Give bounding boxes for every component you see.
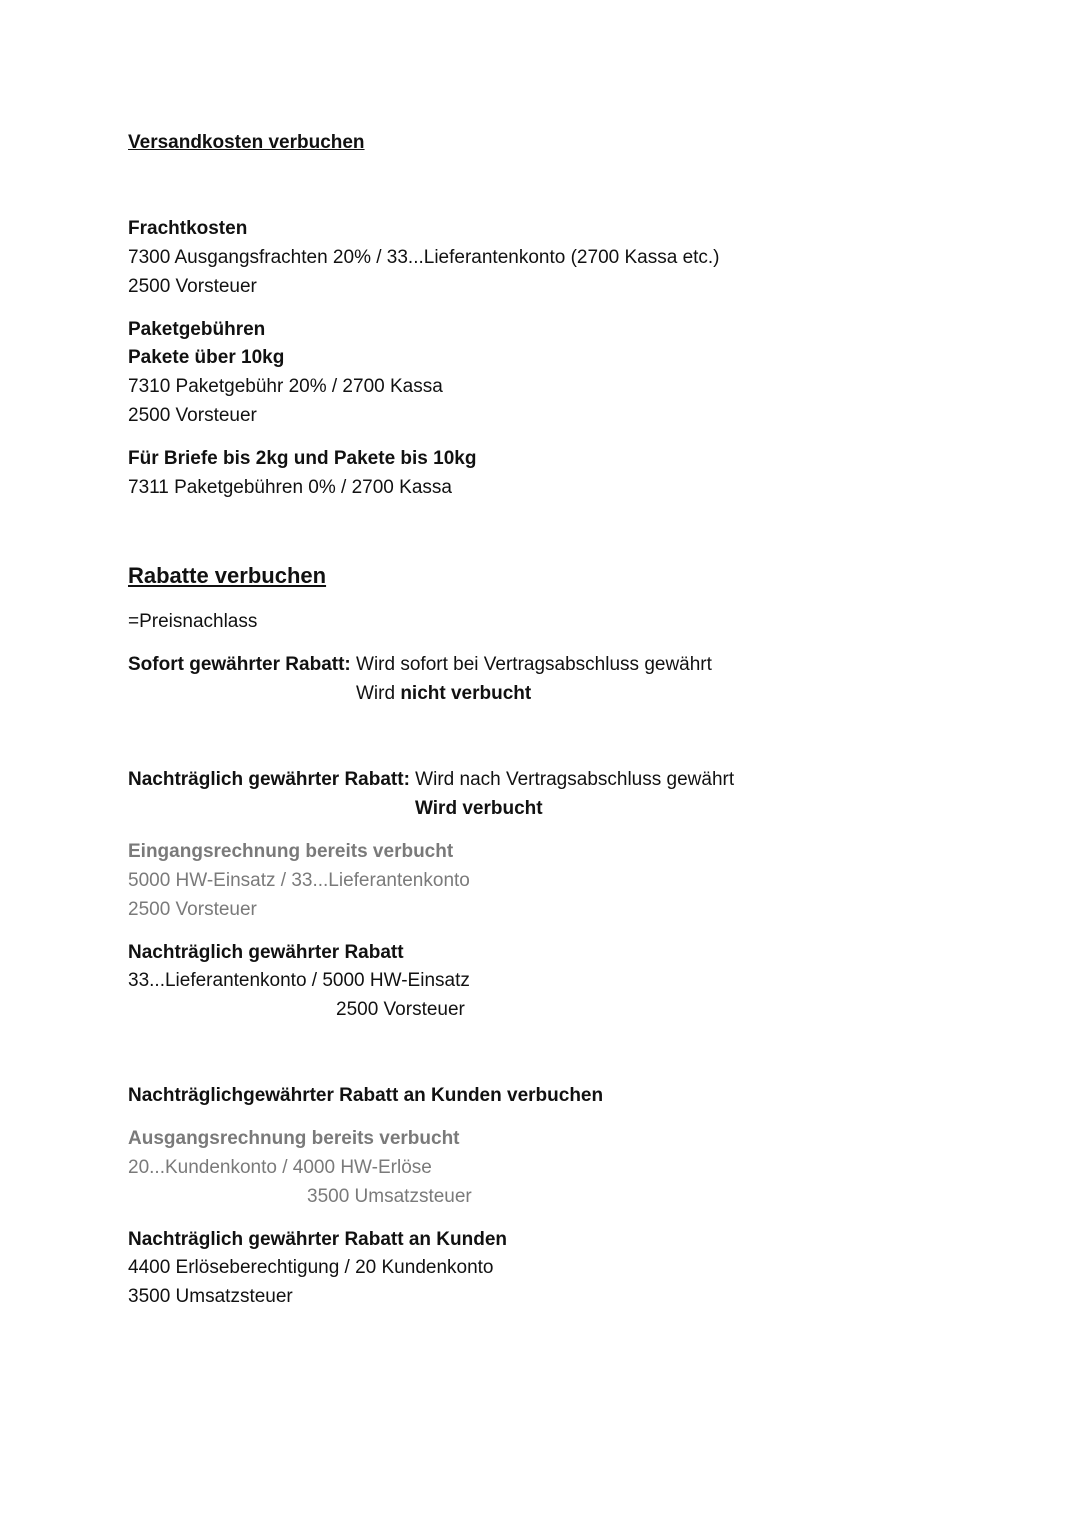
eingangsrechnung-line-2: 2500 Vorsteuer (128, 899, 257, 920)
rabatte-definition: =Preisnachlass (128, 611, 258, 632)
eingangsrechnung-heading: Eingangsrechnung bereits verbucht (128, 841, 454, 862)
sofort-rabatt-label: Sofort gewährter Rabatt: (128, 654, 351, 675)
rabatt-lieferant-heading: Nachträglich gewährter Rabatt (128, 942, 404, 963)
paketgebuehren-line-2: 2500 Vorsteuer (128, 405, 257, 426)
rabatt-lieferant-line-2: 2500 Vorsteuer (336, 999, 465, 1020)
briefe-line-1: 7311 Paketgebühren 0% / 2700 Kassa (128, 477, 452, 498)
nachtraeglich-rabatt-label: Nachträglich gewährter Rabatt: (128, 769, 410, 790)
page-title: Versandkosten verbuchen (128, 132, 365, 153)
briefe-heading: Für Briefe bis 2kg und Pakete bis 10kg (128, 448, 477, 469)
kunden-rabatt-title: Nachträglichgewährter Rabatt an Kunden verbuchen (128, 1085, 604, 1106)
eingangsrechnung-line-1: 5000 HW-Einsatz / 33...Lieferantenkonto (128, 870, 470, 891)
sofort-rabatt-note (356, 682, 531, 706)
ausgangsrechnung-line-2: 3500 Umsatzsteuer (307, 1186, 472, 1207)
rabatt-kunden-line-2: 3500 Umsatzsteuer (128, 1286, 293, 1307)
frachtkosten-heading: Frachtkosten (128, 218, 248, 239)
frachtkosten-line-1: 7300 Ausgangsfrachten 20% / 33...Lieferantenkonto (2700 Kassa etc.) (128, 247, 720, 268)
sofort-rabatt-text: Wird sofort bei Vertragsabschluss gewährt (350, 654, 712, 675)
ausgangsrechnung-heading: Ausgangsrechnung bereits verbucht (128, 1128, 460, 1149)
rabatt-kunden-line-1: 4400 Erlöseberechtigung / 20 Kundenkonto (128, 1257, 494, 1278)
rabatt-kunden-heading: Nachträglich gewährter Rabatt an Kunden (128, 1229, 508, 1250)
paketgebuehren-line-1: 7310 Paketgebühr 20% / 2700 Kassa (128, 376, 443, 397)
paketgebuehren-subheading: Pakete über 10kg (128, 347, 285, 368)
ausgangsrechnung-line-1: 20...Kundenkonto / 4000 HW-Erlöse (128, 1157, 432, 1178)
rabatte-heading: Rabatte verbuchen (128, 563, 327, 588)
sofort-rabatt-line (128, 653, 712, 677)
frachtkosten-line-2: 2500 Vorsteuer (128, 276, 257, 297)
nachtraeglich-rabatt-text: Wird nach Vertragsabschluss gewährt (409, 769, 735, 790)
paketgebuehren-heading: Paketgebühren (128, 319, 266, 340)
nachtraeglich-rabatt-note: Wird verbucht (415, 798, 543, 819)
rabatt-lieferant-line-1: 33...Lieferantenkonto / 5000 HW-Einsatz (128, 970, 470, 991)
sofort-rabatt-note-bold: nicht verbucht (400, 683, 532, 704)
sofort-rabatt-note-prefix: Wird (356, 683, 401, 704)
nachtraeglich-rabatt-line (128, 768, 734, 792)
